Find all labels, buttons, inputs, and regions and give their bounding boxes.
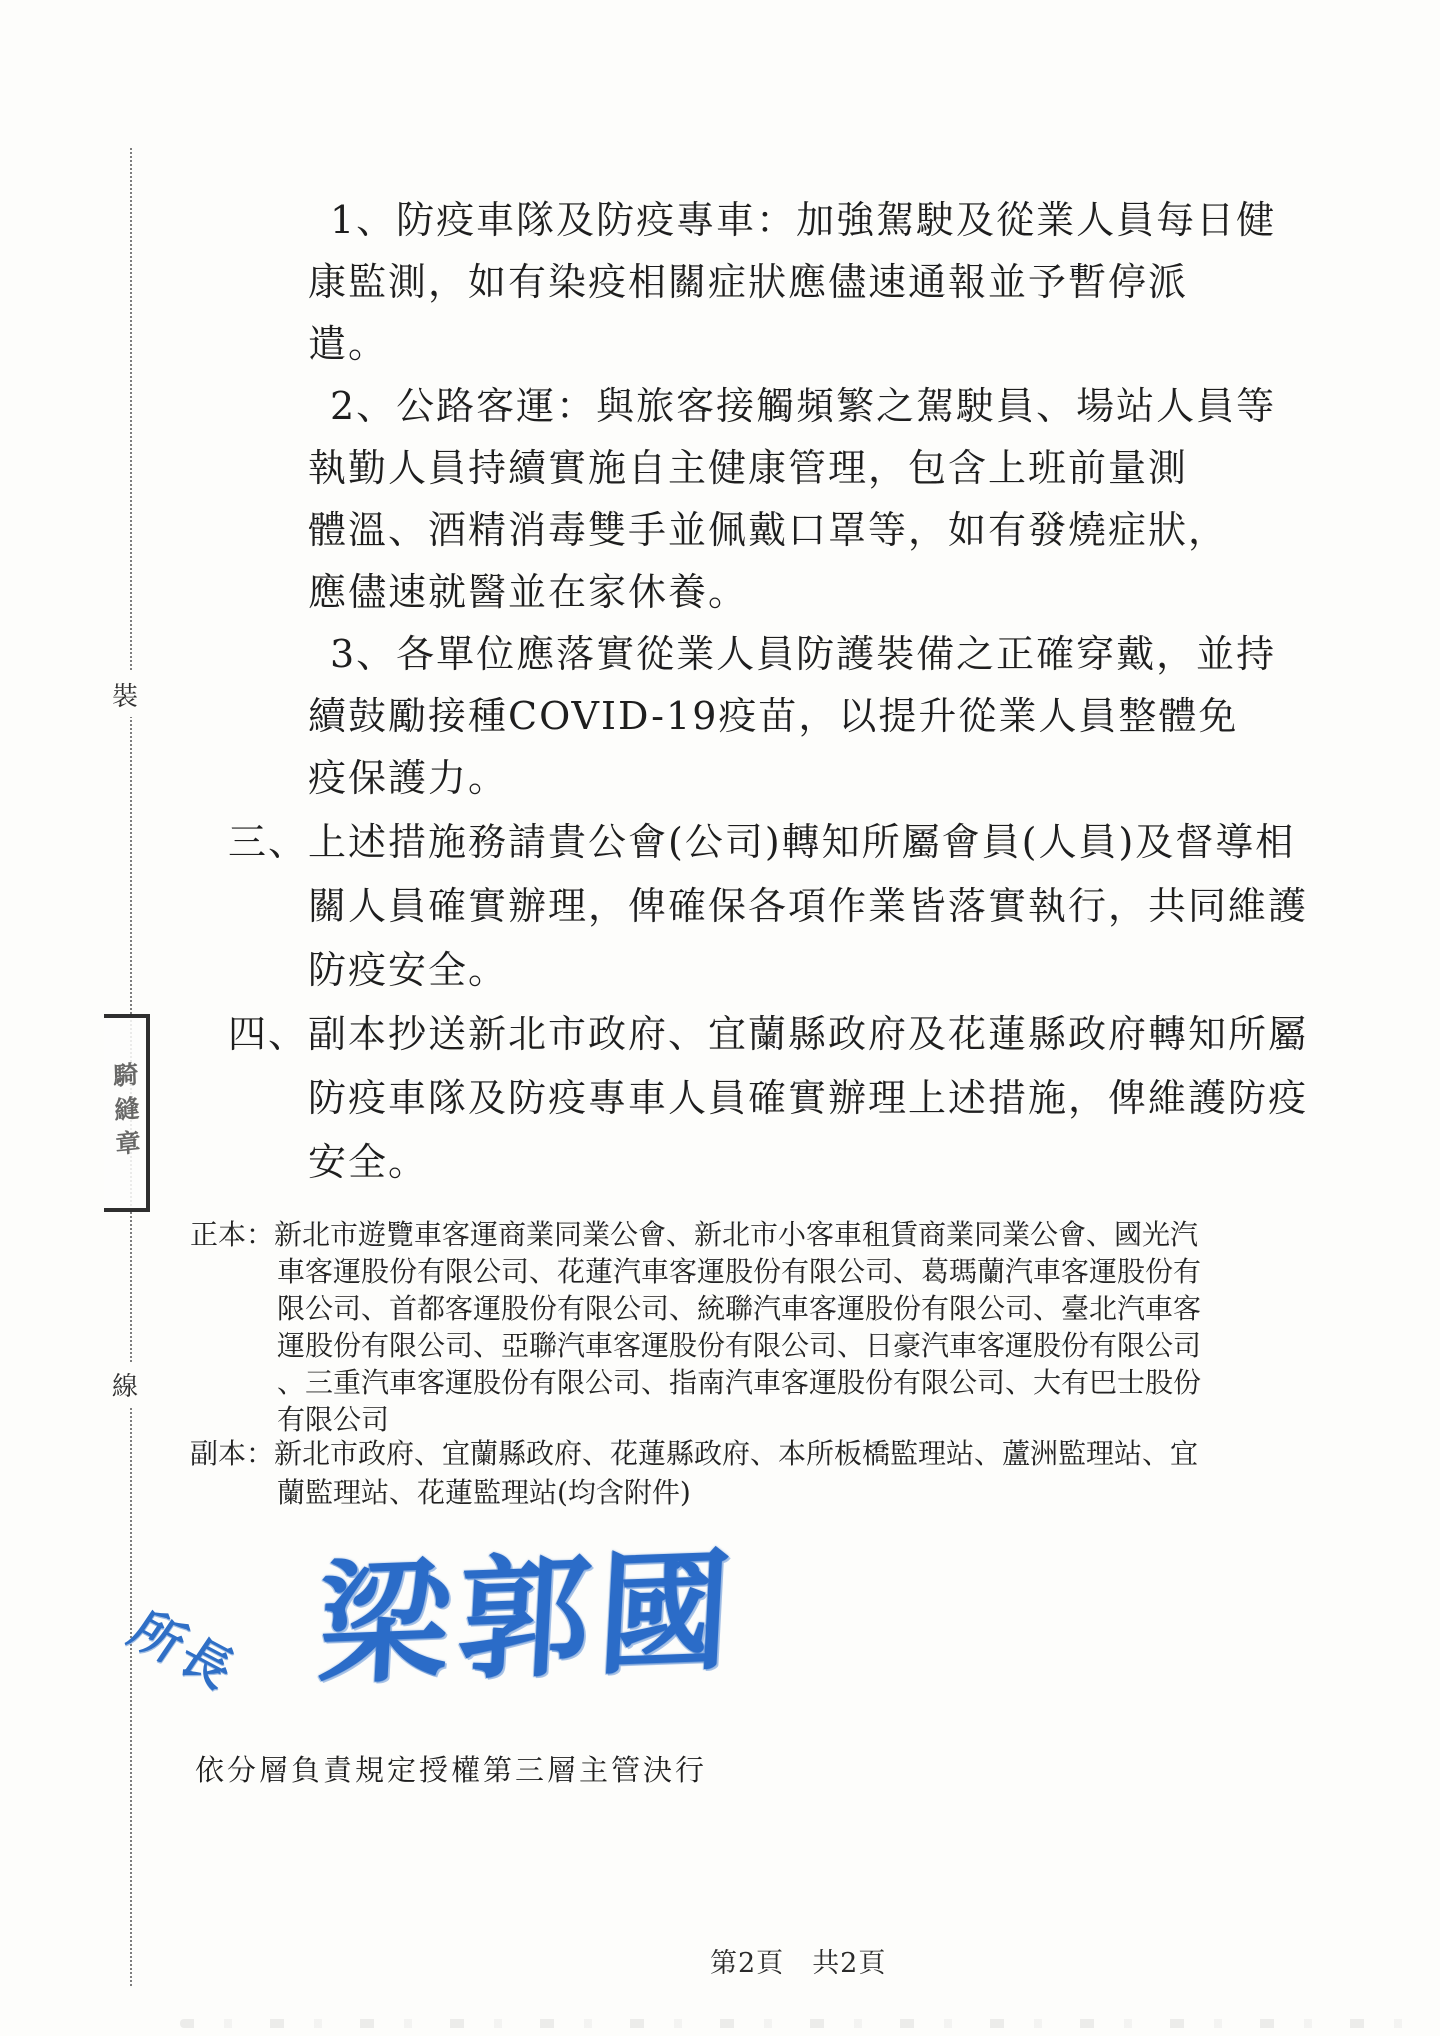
body-line: 3、各單位應落實從業人員防護裝備之正確穿戴，並持 <box>330 632 1277 676</box>
binding-label-zhuang: 裝 <box>112 672 138 717</box>
body-line: 安全。 <box>308 1140 429 1184</box>
body-line: 關人員確實辦理，俾確保各項作業皆落實執行，共同維護 <box>308 884 1309 928</box>
recipient-line-copy: 副本：新北市政府、宜蘭縣政府、花蓮縣政府、本所板橋監理站、蘆洲監理站、宜 <box>190 1437 1199 1470</box>
body-line: 疫保護力。 <box>308 756 509 800</box>
page-total: 共2頁 <box>812 1948 887 1979</box>
recipient-line: 限公司、首都客運股份有限公司、統聯汽車客運股份有限公司、臺北汽車客 <box>277 1292 1202 1325</box>
director-title-stamp: 所長 <box>119 1600 250 1702</box>
body-line: 執勤人員持續實施自主健康管理，包含上班前量測 <box>308 446 1189 490</box>
body-line: 體溫、酒精消毒雙手並佩戴口罩等，如有發燒症狀， <box>308 508 1229 552</box>
body-line: 遣。 <box>308 322 389 366</box>
recipient-line: 車客運股份有限公司、花蓮汽車客運股份有限公司、葛瑪蘭汽車客運股份有 <box>277 1255 1202 1288</box>
body-line: 防疫安全。 <box>308 948 509 992</box>
page-number: 第2頁 <box>710 1948 785 1979</box>
body-line: 三、上述措施務請貴公會(公司)轉知所屬會員(人員)及督導相 <box>228 820 1296 864</box>
page-footer <box>710 1941 886 1980</box>
recipient-line-original: 正本：新北市遊覽車客運商業同業公會、新北市小客車租賃商業同業公會、國光汽 <box>190 1218 1199 1251</box>
seam-stamp-box <box>104 1014 150 1212</box>
body-line: 防疫車隊及防疫專車人員確實辦理上述措施，俾維護防疫 <box>308 1076 1309 1120</box>
body-line: 2、公路客運：與旅客接觸頻繁之駕駛員、場站人員等 <box>330 384 1277 428</box>
recipient-line: 蘭監理站、花蓮監理站(均含附件) <box>277 1476 691 1509</box>
body-line: 康監測，如有染疫相關症狀應儘速通報並予暫停派 <box>308 260 1189 304</box>
body-line: 1、防疫車隊及防疫專車：加強駕駛及從業人員每日健 <box>330 198 1277 242</box>
body-line: 四、副本抄送新北市政府、宜蘭縣政府及花蓮縣政府轉知所屬 <box>228 1012 1309 1056</box>
recipient-line: 運股份有限公司、亞聯汽車客運股份有限公司、日豪汽車客運股份有限公司 <box>277 1329 1202 1362</box>
body-line: 續鼓勵接種COVID-19疫苗，以提升從業人員整體免 <box>308 694 1239 738</box>
scan-noise-artifact <box>180 2019 1420 2028</box>
binding-label-xian: 線 <box>112 1362 138 1407</box>
director-name-signature-stamp: 梁郭國 <box>314 1533 743 1704</box>
seam-stamp-text: 騎縫章 <box>109 1060 142 1166</box>
recipient-line: 有限公司 <box>277 1403 390 1436</box>
recipient-line: 、三重汽車客運股份有限公司、指南汽車客運股份有限公司、大有巴士股份 <box>277 1366 1202 1399</box>
authorization-note: 依分層負責規定授權第三層主管決行 <box>195 1753 708 1787</box>
body-line: 應儘速就醫並在家休養。 <box>308 570 749 614</box>
